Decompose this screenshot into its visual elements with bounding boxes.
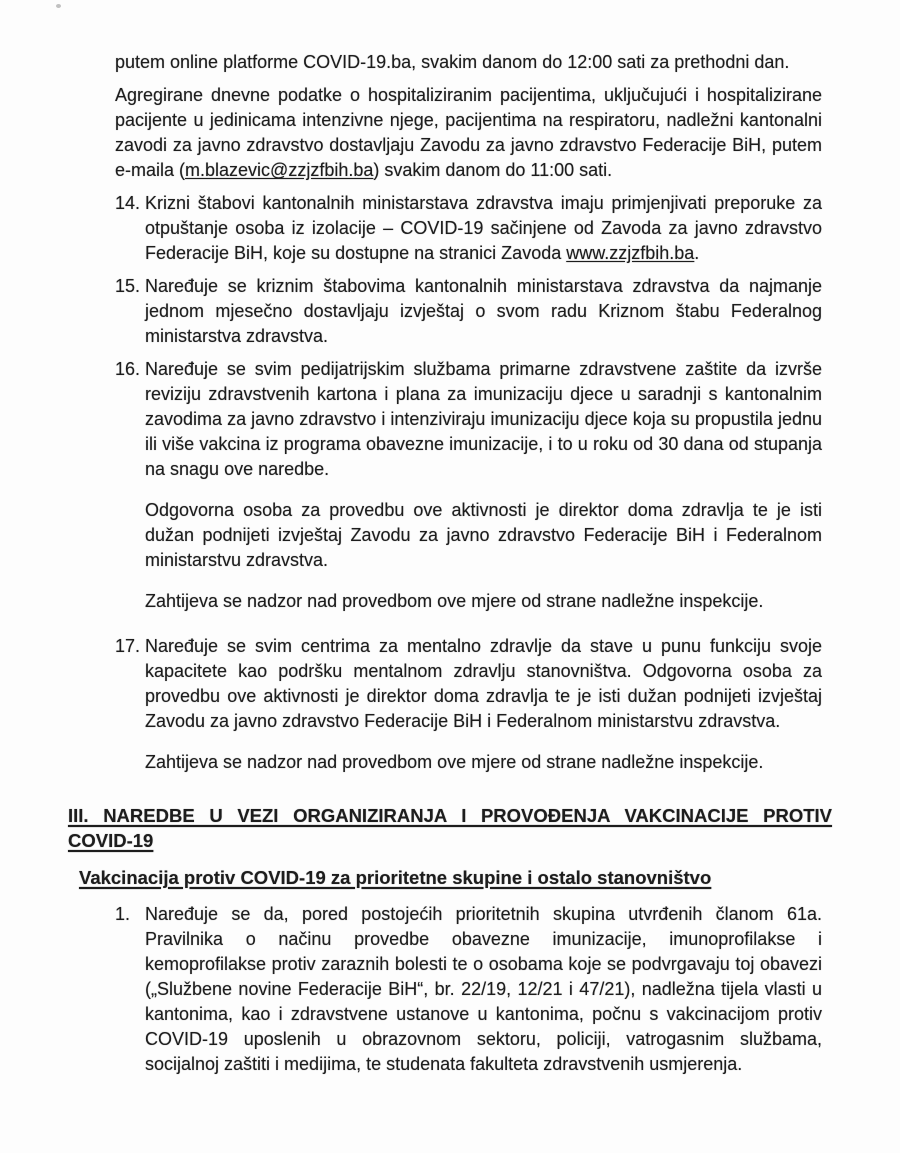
numbered-item-14 <box>115 191 822 266</box>
item-number: 16. <box>115 359 141 379</box>
email-link: m.blazevic@zzjzfbih.ba <box>185 160 374 180</box>
hospitalization-text-before: Agregirane dnevne podatke o hospitaliziranim pacijentima, uključujući i hospitalizirane pacijente u jedinicama intenzivne njege, pacijentima na respiratoru, nadležni kantonalni zavodi za javno zdravstvo dostavljaju Zavodu za javno zdravstvo Federacije BiH, putem e-maila ( <box>115 85 822 180</box>
section-iii-heading <box>68 803 832 853</box>
paragraph-intro-continuation <box>115 50 822 75</box>
item-16-inspection-paragraph: Zahtijeva se nadzor nad provedbom ove mjere od strane nadležne inspekcije. <box>145 591 764 611</box>
numbered-item-17 <box>115 634 822 775</box>
vaccination-item-1 <box>115 902 822 1077</box>
paragraph-hospitalization-data <box>115 83 822 183</box>
website-link: www.zzjzfbih.ba <box>566 243 695 263</box>
item-number: 17. <box>115 636 141 656</box>
item-17-inspection-paragraph: Zahtijeva se nadzor nad provedbom ove mjere od strane nadležne inspekcije. <box>145 752 764 772</box>
vaccination-item-1-paragraph: Naređuje se da, pored postojećih prioritetnih skupina utvrđenih članom 61a. Pravilnika o načinu provedbe obavezne imunizacije, imunoprofilakse i kemoprofilakse protiv zaraznih bolesti te o osobama koje se podvrgavaju toj obavezi („Službene novine Federacije BiH“, br. 22/19, 12/21 i 47/21), nadležna tijela vlasti u kantonima, kao i zdravstvene ustanove u kantonima, počnu s vakcinacijom protiv COVID-19 uposlenih u obrazovnom sektoru, policiji, vatrogasnim službama, socijalnoj zaštiti i medijima, te studenata fakulteta zdravstvenih usmjerenja. <box>145 904 822 1074</box>
item-14-text-before: Krizni štabovi kantonalnih ministarstava zdravstva imaju primjenjivati preporuke za otpuštanje osoba iz izolacije – COVID-19 sačinjene od Zavoda za javno zdravstvo Federacije BiH, koje su dostupne na stranici Zavoda <box>145 193 822 263</box>
item-14-text-after: . <box>694 243 700 263</box>
numbered-item-16 <box>115 357 822 614</box>
item-15-paragraph: Naređuje se kriznim štabovima kantonalnih ministarstava zdravstva da najmanje jednom mjesečno dostavljaju izvještaj o svom radu Kriznom štabu Federalnog ministarstva zdravstva. <box>145 276 822 346</box>
item-number: 1. <box>115 904 131 924</box>
item-16-responsible-person-paragraph: Odgovorna osoba za provedbu ove aktivnosti je direktor doma zdravlja te je isti dužan podnijeti izvještaj Zavodu za javno zdravstvo Federacije BiH i Federalnom ministarstvu zdravstva. <box>145 500 822 570</box>
hospitalization-text-after: ) svakim danom do 11:00 sati. <box>373 160 613 180</box>
scan-artifact-dot <box>56 4 61 8</box>
item-16-paragraph: Naređuje se svim pedijatrijskim službama primarne zdravstvene zaštite da izvrše reviziju zdravstvenih kartona i plana za imunizaciju djece u saradnji s kantonalnim zavodima za javno zdravstvo i intenziviraju imunizaciju djece koja su propustila jednu ili više vakcina iz programa obavezne imunizacije, i to u roku od 30 dana od stupanja na snagu ove naredbe. <box>145 359 822 479</box>
item-14-paragraph <box>145 191 822 266</box>
item-17-paragraph: Naređuje se svim centrima za mentalno zdravlje da stave u punu funkciju svoje kapacitete kao podršku mentalnom zdravlju stanovništva. Odgovorna osoba za provedbu ove aktivnosti je direktor doma zdravlja te je isti dužan podnijeti izvještaj Zavodu za javno zdravstvo Federacije BiH i Federalnom ministarstvu zdravstva. <box>145 636 822 731</box>
item-number: 14. <box>115 193 141 213</box>
intro-text: putem online platforme COVID-19.ba, svakim danom do 12:00 sati za prethodni dan. <box>115 52 790 72</box>
vaccination-subheading <box>79 865 822 890</box>
section-iii-heading-line2: COVID-19 <box>68 830 154 851</box>
section-iii-heading-line1: III. NAREDBE U VEZI ORGANIZIRANJA I PROVOĐENJA VAKCINACIJE PROTIV <box>68 805 832 826</box>
vaccination-subheading-text: Vakcinacija protiv COVID-19 za prioritetne skupine i ostalo stanovništvo <box>79 867 712 888</box>
item-number: 15. <box>115 276 141 296</box>
numbered-item-15 <box>115 274 822 349</box>
